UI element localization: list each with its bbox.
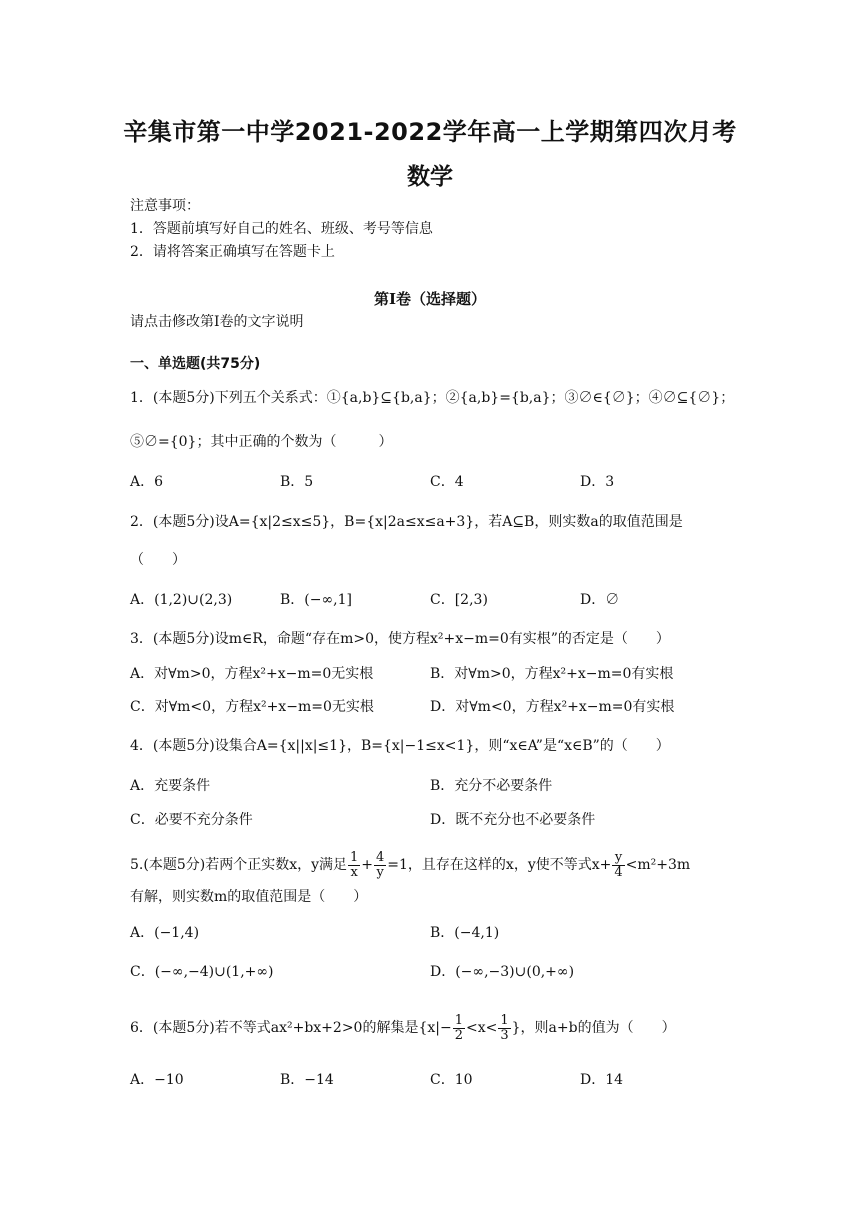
question-6-fraction-2 xyxy=(498,1014,510,1043)
notes-heading: 注意事项： xyxy=(130,198,200,214)
question-6-option-a: A．−10 xyxy=(130,1072,184,1088)
question-6-fraction-1-numerator: 1 xyxy=(454,1012,463,1028)
question-5-fraction-1-numerator: 1 xyxy=(350,849,359,865)
question-3-option-c: C．对∀m<0，方程x²+x−m=0无实根 xyxy=(130,699,374,715)
question-1-stem-line1: 1．(本题5分)下列五个关系式：①{a,b}⊆{b,a}；②{a,b}={b,a}；③∅∈{∅}；④∅⊆{∅}； xyxy=(130,390,735,406)
question-2-option-b: B．(−∞,1] xyxy=(280,592,352,608)
question-5-option-a: A．(−1,4) xyxy=(130,925,200,941)
question-4-stem: 4．(本题5分)设集合A={x||x|≤1}，B={x|−1≤x<1}，则“x∈A”是“x∈B”的（ ） xyxy=(130,738,670,754)
exam-title: 辛集市第一中学2021-2022学年高一上学期第四次月考 xyxy=(123,118,737,146)
question-5-stem-line1 xyxy=(130,848,690,882)
question-4-option-a: A．充要条件 xyxy=(130,778,211,794)
question-2-stem-line1: 2．(本题5分)设A={x|2≤x≤5}，B={x|2a≤x≤a+3}，若A⊆B，则实数a的取值范围是 xyxy=(130,514,683,530)
question-6-stem-part2: <x< xyxy=(466,1020,498,1036)
question-2-stem-line2: （ ） xyxy=(130,552,186,568)
question-3-option-d: D．对∀m<0，方程x²+x−m=0有实根 xyxy=(430,699,675,715)
question-5-fraction-3-numerator: y xyxy=(612,851,624,866)
question-1-stem-line2: ⑤∅={0}；其中正确的个数为（ ） xyxy=(130,434,393,450)
question-5-fraction-2-numerator: 4 xyxy=(376,849,385,865)
note-item-2: 2．请将答案正确填写在答题卡上 xyxy=(130,244,335,260)
note-item-1: 1．答题前填写好自己的姓名、班级、考号等信息 xyxy=(130,221,433,237)
question-3-option-b: B．对∀m>0，方程x²+x−m=0有实根 xyxy=(430,666,674,682)
question-5-fraction-2-denominator: y xyxy=(376,864,384,880)
question-5-fraction-1-denominator: x xyxy=(350,864,358,880)
question-1-option-c: C．4 xyxy=(430,474,464,490)
question-1-option-a: A．6 xyxy=(130,474,164,490)
question-6-fraction-2-numerator: 1 xyxy=(500,1012,509,1028)
volume-heading: 第I卷（选择题） xyxy=(373,290,487,308)
question-2-option-a: A．(1,2)∪(2,3) xyxy=(130,592,233,608)
question-5-option-d: D．(−∞,−3)∪(0,+∞) xyxy=(430,964,575,980)
question-5-stem-line2: 有解，则实数m的取值范围是（ ） xyxy=(130,889,368,905)
question-1-option-d: D．3 xyxy=(580,474,615,490)
question-6-stem xyxy=(130,1011,676,1045)
question-4-option-c: C．必要不充分条件 xyxy=(130,812,253,828)
question-5-stem-part1: 5.(本题5分)若两个正实数x，y满足 xyxy=(130,857,347,873)
question-6-option-c: C．10 xyxy=(430,1072,473,1088)
section-heading: 一、单选题(共75分) xyxy=(130,356,261,372)
question-2-option-c: C．[2,3) xyxy=(430,592,488,608)
question-5-option-b: B．(−4,1) xyxy=(430,925,500,941)
question-5-option-c: C．(−∞,−4)∪(1,+∞) xyxy=(130,964,274,980)
question-6-option-d: D．14 xyxy=(580,1072,624,1088)
question-6-fraction-1-denominator: 2 xyxy=(454,1027,463,1043)
question-6-fraction-1 xyxy=(453,1014,465,1043)
question-3-option-a: A．对∀m>0，方程x²+x−m=0无实根 xyxy=(130,666,374,682)
question-6-stem-part1: 6．(本题5分)若不等式ax²+bx+2>0的解集是{x|− xyxy=(130,1020,452,1036)
question-4-option-d: D．既不充分也不必要条件 xyxy=(430,812,596,828)
question-5-plus-sign: + xyxy=(361,857,374,873)
question-5-fraction-2 xyxy=(374,851,386,880)
question-5-fraction-1 xyxy=(348,851,360,880)
question-5-fraction-3 xyxy=(612,851,624,880)
question-3-stem: 3．(本题5分)设m∈R，命题“存在m>0，使方程x²+x−m=0有实根”的否定是（ ） xyxy=(130,631,670,647)
question-4-option-b: B．充分不必要条件 xyxy=(430,778,553,794)
question-5-stem-part2: =1，且存在这样的x，y使不等式x+ xyxy=(387,857,612,873)
question-5-fraction-3-denominator: 4 xyxy=(614,864,623,880)
exam-subject: 数学 xyxy=(407,164,453,190)
question-1-option-b: B．5 xyxy=(280,474,314,490)
question-6-stem-part3: }，则a+b的值为（ ） xyxy=(511,1020,676,1036)
question-6-option-b: B．−14 xyxy=(280,1072,334,1088)
question-2-option-d: D．∅ xyxy=(580,592,620,608)
question-5-stem-part3: <m²+3m xyxy=(625,857,691,873)
question-6-fraction-2-denominator: 3 xyxy=(500,1027,509,1043)
volume-hint: 请点击修改第I卷的文字说明 xyxy=(130,314,304,330)
